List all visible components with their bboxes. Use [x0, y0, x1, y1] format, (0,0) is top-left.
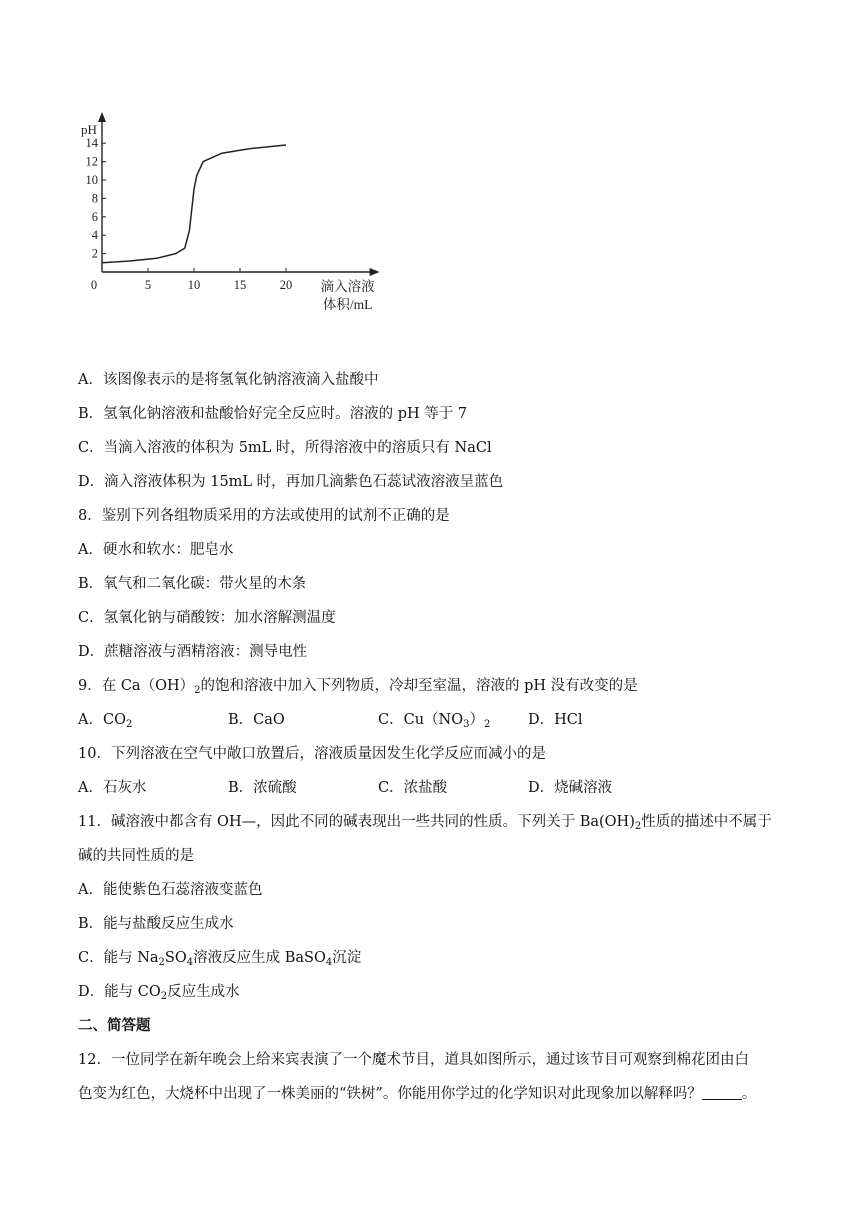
q9-option-d: D．HCl — [528, 712, 583, 728]
x-axis-arrow — [370, 268, 380, 276]
q11-stem-subscript: 2 — [634, 821, 642, 832]
q11-option-d-part1: D．能与 CO — [78, 984, 161, 1000]
q11-stem-line2: 碱的共同性质的是 — [78, 848, 194, 864]
x-tick-label: 20 — [279, 278, 293, 292]
q11-oh-minus: — — [241, 814, 257, 830]
q9-option-c-text: C．Cu（NO — [378, 712, 464, 728]
q9-option-c — [378, 710, 490, 735]
q8-option-d: D．蔗糖溶液与酒精溶液：测导电性 — [78, 644, 308, 660]
q9-stem-subscript: 2 — [194, 685, 201, 696]
y-tick-label: 4 — [91, 228, 98, 243]
q11-stem-part3: 性质的描述中不属于 — [641, 814, 772, 830]
q11-option-c-part1: C．能与 Na — [78, 950, 159, 966]
x-tick-label: 0 — [90, 278, 98, 292]
y-tick-label: 8 — [91, 191, 98, 206]
q11-stem-part1: 11．碱溶液中都含有 OH — [78, 814, 242, 830]
q8-option-b: B．氧气和二氧化碳：带火星的木条 — [78, 576, 307, 592]
y-tick-label: 12 — [85, 154, 98, 169]
y-axis-arrow — [98, 112, 106, 122]
q9-option-a — [78, 710, 132, 735]
ph-curve — [102, 145, 286, 263]
q11-option-c-part4: 沉淀 — [332, 950, 362, 966]
x-tick-label: 15 — [233, 278, 247, 292]
x-axis-label-line1: 滴入溶液 — [320, 279, 375, 294]
q11-option-d — [78, 982, 240, 1007]
chart-plot-area — [81, 112, 380, 312]
ph-chart — [75, 112, 375, 322]
q9-option-c-subscript1: 3 — [463, 719, 470, 730]
q9-stem-part2: 的饱和溶液中加入下列物质，冷却至室温，溶液的 pH 没有改变的是 — [200, 678, 638, 694]
y-tick-label: 10 — [85, 173, 98, 187]
q11-option-c — [78, 948, 361, 973]
q9-option-b: B．CaO — [228, 712, 285, 728]
q11-option-c-part2: SO — [164, 950, 187, 966]
q12-line2-end: 。 — [741, 1086, 757, 1102]
q11-option-c-part3: 溶液反应生成 BaSO — [193, 950, 326, 966]
q9-stem-part1: 9．在 Ca（OH） — [78, 678, 195, 694]
y-axis-label: pH — [81, 122, 97, 137]
q10-option-d: D．烧碱溶液 — [528, 780, 613, 796]
q11-option-c-sub3: 4 — [325, 957, 333, 968]
q10-option-b: B．浓硫酸 — [228, 780, 297, 796]
q8-stem: 8．鉴别下列各组物质采用的方法或使用的试剂不正确的是 — [78, 508, 450, 524]
q11-stem-line1 — [78, 812, 772, 837]
q11-option-d-part2: 反应生成水 — [167, 984, 240, 1000]
q12-line1: 12．一位同学在新年晚会上给来宾表演了一个魔术节目，道具如图所示，通过该节目可观察到棉花团由白 — [78, 1052, 749, 1068]
q9-stem — [78, 676, 638, 701]
q7-option-c: C．当滴入溶液的体积为 5mL 时，所得溶液中的溶质只有 NaCl — [78, 440, 492, 456]
y-tick-label: 2 — [91, 246, 98, 261]
section-heading: 二、简答题 — [78, 1017, 151, 1034]
q11-option-c-sub1: 2 — [158, 957, 165, 968]
q11-option-c-sub2: 4 — [186, 957, 194, 968]
q8-option-a: A．硬水和软水：肥皂水 — [78, 542, 234, 558]
q7-option-b: B．氢氧化钠溶液和盐酸恰好完全反应时。溶液的 pH 等于 7 — [78, 406, 468, 422]
q9-option-a-text: A．CO — [78, 712, 126, 728]
q9-option-c-subscript2: 2 — [483, 719, 491, 730]
y-tick-label: 6 — [91, 209, 98, 224]
q7-option-a: A．该图像表示的是将氢氧化钠溶液滴入盐酸中 — [78, 372, 379, 388]
q11-option-d-sub: 2 — [160, 991, 168, 1002]
q10-option-c: C．浓盐酸 — [378, 780, 448, 796]
q11-option-a: A．能使紫色石蕊溶液变蓝色 — [78, 882, 263, 898]
q10-option-a: A．石灰水 — [78, 780, 147, 796]
q7-option-d: D．滴入溶液体积为 15mL 时，再加几滴紫色石蕊试液溶液呈蓝色 — [78, 474, 504, 490]
x-tick-label: 5 — [144, 278, 152, 292]
q12-line2 — [78, 1084, 756, 1104]
q8-option-c: C．氢氧化钠与硝酸铵：加水溶解测温度 — [78, 610, 336, 626]
q11-stem-part2: ，因此不同的碱表现出一些共同的性质。下列关于 Ba(OH) — [256, 814, 635, 830]
q11-option-b: B．能与盐酸反应生成水 — [78, 916, 234, 932]
y-tick-label: 14 — [85, 136, 98, 151]
x-tick-label: 10 — [187, 278, 201, 292]
answer-blank[interactable] — [702, 1085, 742, 1100]
x-axis-label-line2: 体积/mL — [322, 297, 373, 312]
q9-option-a-subscript: 2 — [125, 719, 133, 730]
q10-stem: 10．下列溶液在空气中敞口放置后，溶液质量因发生化学反应而减小的是 — [78, 746, 546, 762]
q9-option-c-mid: ） — [469, 712, 484, 728]
q12-line2-text: 色变为红色，大烧杯中出现了一株美丽的“铁树”。你能用你学过的化学知识对此现象加以解释吗？ — [78, 1086, 702, 1102]
